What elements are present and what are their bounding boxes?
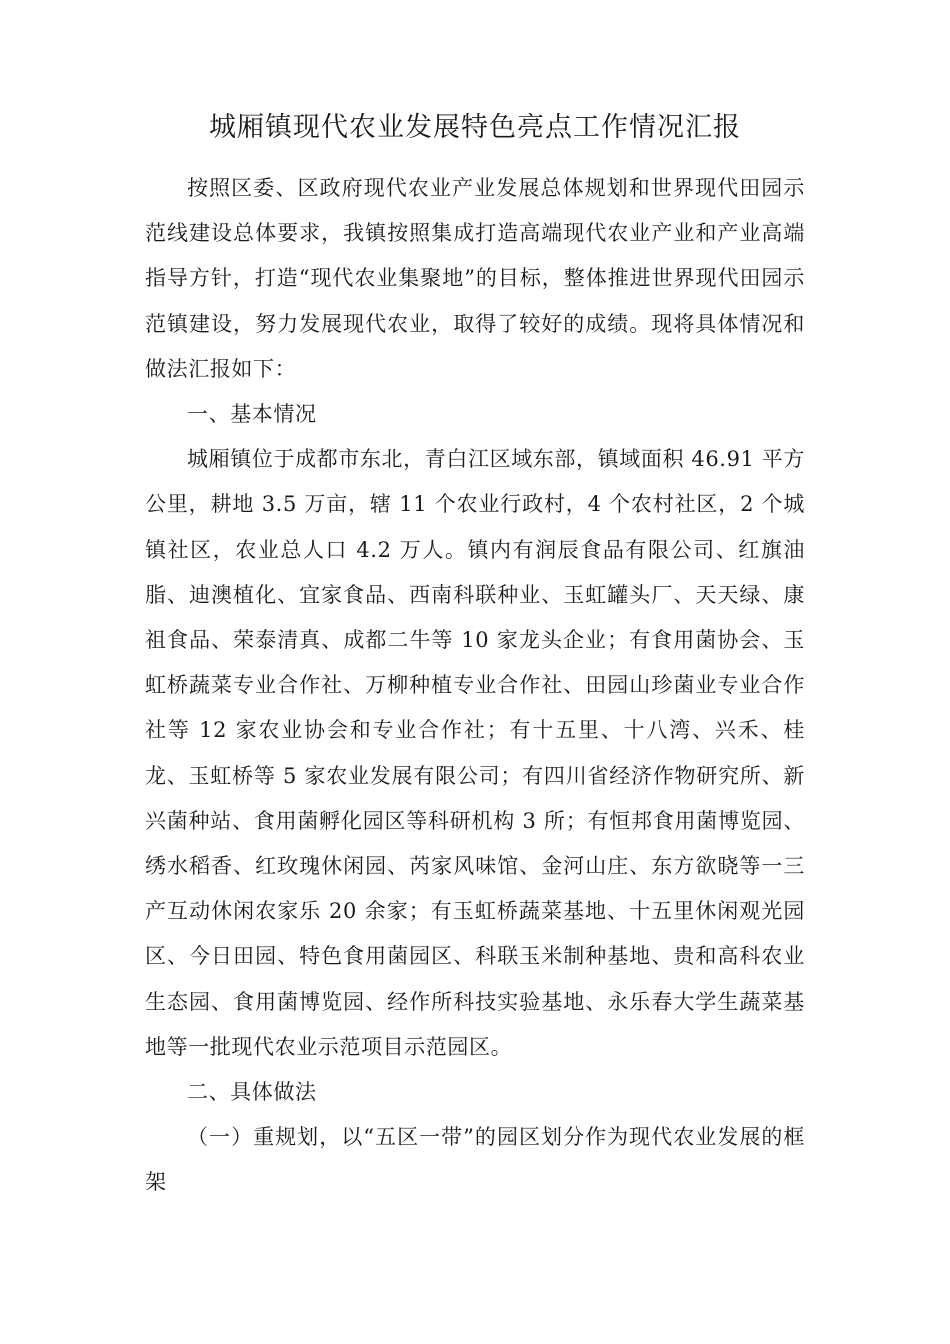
intro-paragraph: 按照区委、区政府现代农业产业发展总体规划和世界现代田园示范线建设总体要求，我镇按照集成打造高端现代农业产业和产业高端指导方针，打造“现代农业集聚地”的目标，整体推进世界现代田园示范镇建设，努力发展现代农业，取得了较好的成绩。现将具体情况和做法汇报如下：: [145, 176, 805, 381]
document-body: [145, 166, 805, 1206]
section-heading-basic-situation: 一、基本情况: [187, 402, 317, 427]
subsection-planning-paragraph: （一）重规划，以“五区一带”的园区划分作为现代农业发展的框架: [145, 1125, 805, 1195]
section-heading-specific-practices: 二、具体做法: [187, 1080, 317, 1105]
document-title: 城厢镇现代农业发展特色亮点工作情况汇报: [209, 112, 741, 143]
basic-situation-paragraph: 城厢镇位于成都市东北，青白江区域东部，镇域面积 46.91 平方公里，耕地 3.5 万亩，辖 11 个农业行政村，4 个农村社区，2 个城镇社区，农业总人口 4.2 万人。镇内有润辰食品有限公司、红旗油脂、迪澳植化、宜家食品、西南科联种业、玉虹罐头厂、天天绿、康祖食品、荣泰清真、成都二牛等 10 家龙头企业；有食用菌协会、玉虹桥蔬菜专业合作社、万柳种植专业合作社、田园山珍菌业专业合作社等 12 家农业协会和专业合作社；有十五里、十八湾、兴禾、桂龙、玉虹桥等 5 家农业发展有限公司；有四川省经济作物研究所、新兴菌种站、食用菌孵化园区等科研机构 3 所；有恒邦食用菌博览园、绣水稻香、红玫瑰休闲园、芮家风味馆、金河山庄、东方欲晓等一三产互动休闲农家乐 20 余家；有玉虹桥蔬菜基地、十五里休闲观光园区、今日田园、特色食用菌园区、科联玉米制种基地、贵和高科农业生态园、食用菌博览园、经作所科技实验基地、永乐春大学生蔬菜基地等一批现代农业示范项目示范园区。: [145, 447, 805, 1059]
